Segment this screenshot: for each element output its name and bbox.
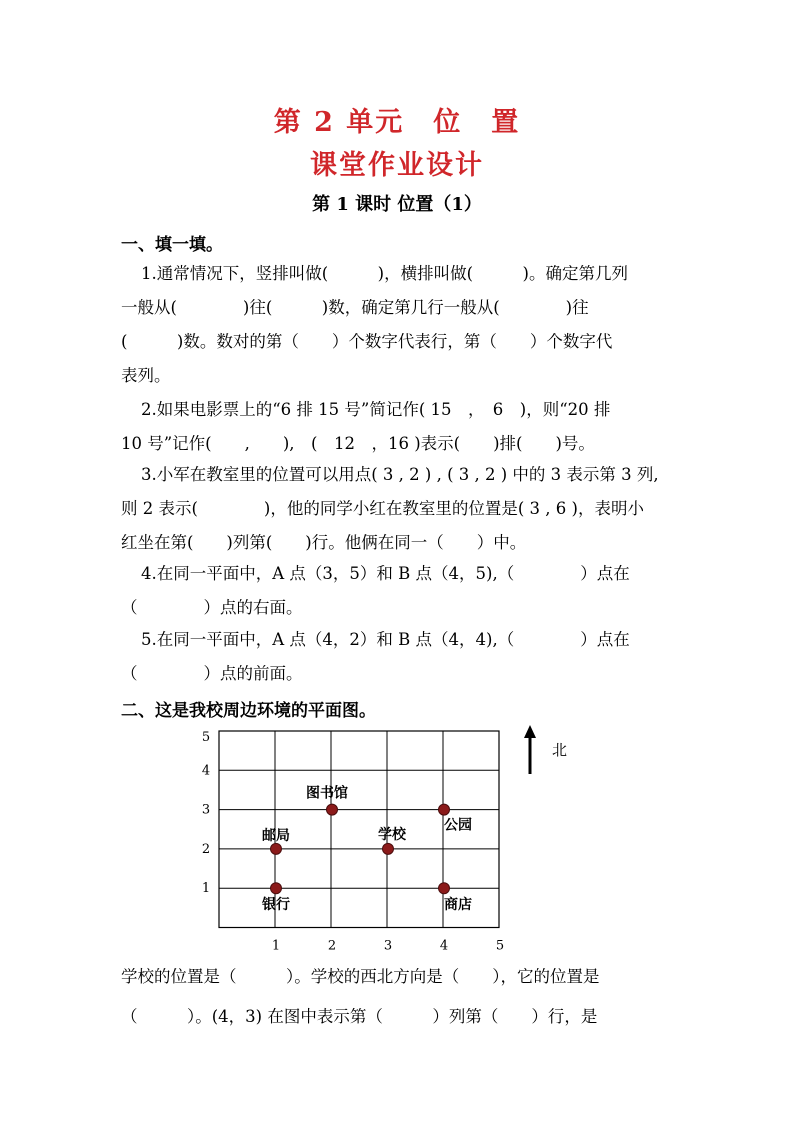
x-tick-label: 3 — [383, 938, 393, 954]
y-tick-label: 4 — [201, 763, 211, 779]
map-question — [121, 957, 675, 1037]
x-tick-label: 5 — [495, 938, 505, 954]
y-tick-label: 2 — [201, 841, 211, 857]
location-point — [271, 883, 282, 894]
unit-title: 第 2 单元 位 置 — [273, 107, 521, 138]
north-arrow-icon — [524, 725, 536, 738]
q4-line: （ ）点的右面。 — [121, 598, 303, 617]
location-point — [439, 804, 450, 815]
question-3 — [121, 458, 675, 560]
section1-heading: 一、填一填。 — [121, 235, 223, 255]
location-label: 银行 — [262, 897, 290, 914]
location-point — [271, 843, 282, 854]
x-tick-label: 2 — [327, 938, 337, 954]
q1-line: 表列。 — [121, 366, 171, 385]
map-question-line: 学校的位置是（ ）。学校的西北方向是（ ），它的位置是 — [121, 967, 600, 986]
q5-line: 5.在同一平面中，A 点（4，2）和 B 点（4，4),（ ）点在 — [141, 630, 630, 649]
north-label: 北 — [552, 741, 568, 759]
question-2 — [121, 393, 675, 461]
q1-line: 1.通常情况下，竖排叫做( )，横排叫做( )。确定第几列 — [141, 264, 628, 283]
y-tick-label: 5 — [201, 730, 211, 745]
lesson-title: 第 1 课时 位置（1） — [312, 194, 482, 215]
location-point — [439, 883, 450, 894]
question-1 — [121, 257, 675, 393]
x-tick-label: 1 — [271, 938, 281, 954]
location-label: 图书馆 — [306, 785, 348, 802]
x-tick-label: 4 — [439, 938, 449, 954]
q2-line: 10 号”记作( , ), ( 12 ，16 )表示( )排( )号。 — [121, 434, 595, 453]
q4-line: 4.在同一平面中，A 点（3，5）和 B 点（4，5),（ ）点在 — [141, 564, 630, 583]
worksheet-subtitle: 课堂作业设计 — [310, 150, 484, 181]
y-tick-label: 1 — [201, 881, 211, 897]
q1-line: 一般从( )往( )数，确定第几行一般从( )往 — [121, 298, 589, 317]
location-label: 公园 — [444, 817, 472, 834]
school-surroundings-map — [190, 722, 590, 954]
q1-line: ( )数。数对的第（ ）个数字代表行，第（ ）个数字代 — [121, 332, 613, 351]
q3-line: 则 2 表示( )，他的同学小红在教室里的位置是( 3 , 6 )，表明小 — [121, 499, 644, 518]
question-5 — [121, 623, 675, 691]
question-4 — [121, 557, 675, 625]
location-point — [327, 804, 338, 815]
location-label: 商店 — [444, 897, 472, 914]
y-tick-label: 3 — [201, 802, 211, 818]
location-label: 学校 — [378, 826, 406, 843]
location-point — [383, 843, 394, 854]
section2-heading: 二、这是我校周边环境的平面图。 — [121, 701, 376, 721]
q3-line: 3.小军在教室里的位置可以用点( 3 , 2 ) , ( 3 , 2 ) 中的 3 表示第 3 列, — [141, 465, 659, 484]
q5-line: （ ）点的前面。 — [121, 664, 303, 683]
location-label: 邮局 — [262, 827, 290, 844]
q3-line: 红坐在第( )列第( )行。他俩在同一（ ）中。 — [121, 533, 527, 552]
map-question-line: （ ）。(4，3) 在图中表示第（ ）列第（ ）行，是 — [121, 1007, 598, 1026]
q2-line: 2.如果电影票上的“6 排 15 号”简记作( 15 ， 6 )，则“20 排 — [141, 400, 611, 419]
